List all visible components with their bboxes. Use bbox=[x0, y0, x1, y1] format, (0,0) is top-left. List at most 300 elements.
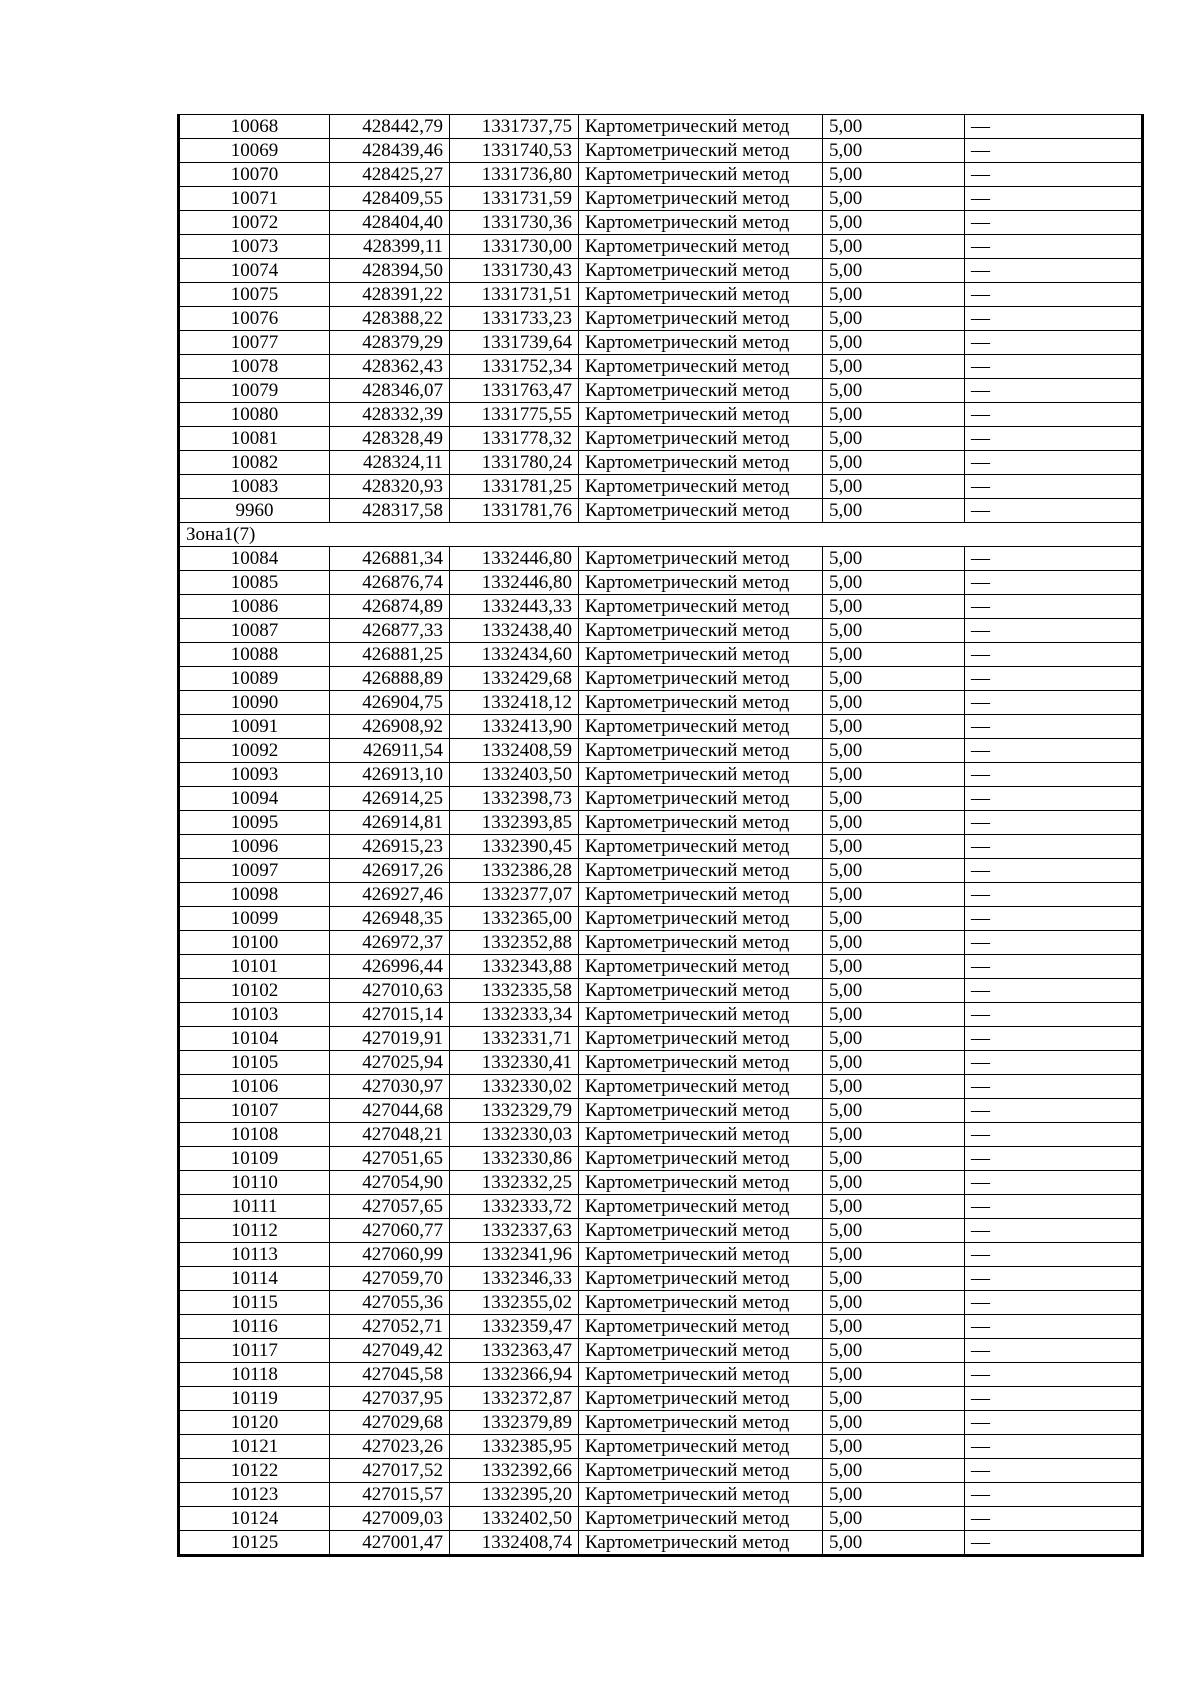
x-coordinate-cell: 426874,89 bbox=[330, 595, 450, 619]
note-dash-cell: — bbox=[965, 1267, 1143, 1291]
accuracy-cell: 5,00 bbox=[823, 1507, 965, 1531]
x-coordinate-cell: 427025,94 bbox=[330, 1051, 450, 1075]
accuracy-cell: 5,00 bbox=[823, 619, 965, 643]
table-row bbox=[179, 1411, 1143, 1435]
y-coordinate-cell: 1332395,20 bbox=[450, 1483, 579, 1507]
accuracy-cell: 5,00 bbox=[823, 1387, 965, 1411]
table-row bbox=[179, 115, 1143, 139]
x-coordinate-cell: 428425,27 bbox=[330, 163, 450, 187]
method-cell: Картометрический метод bbox=[579, 715, 823, 739]
point-number-cell: 10123 bbox=[179, 1483, 330, 1507]
y-coordinate-cell: 1332335,58 bbox=[450, 979, 579, 1003]
table-row bbox=[179, 1291, 1143, 1315]
accuracy-cell: 5,00 bbox=[823, 931, 965, 955]
y-coordinate-cell: 1332332,25 bbox=[450, 1171, 579, 1195]
x-coordinate-cell: 426915,23 bbox=[330, 835, 450, 859]
method-cell: Картометрический метод bbox=[579, 1411, 823, 1435]
point-number-cell: 10119 bbox=[179, 1387, 330, 1411]
point-number-cell: 10095 bbox=[179, 811, 330, 835]
accuracy-cell: 5,00 bbox=[823, 643, 965, 667]
note-dash-cell: — bbox=[965, 1075, 1143, 1099]
accuracy-cell: 5,00 bbox=[823, 115, 965, 139]
x-coordinate-cell: 426908,92 bbox=[330, 715, 450, 739]
y-coordinate-cell: 1332408,59 bbox=[450, 739, 579, 763]
note-dash-cell: — bbox=[965, 1483, 1143, 1507]
method-cell: Картометрический метод bbox=[579, 571, 823, 595]
x-coordinate-cell: 426914,25 bbox=[330, 787, 450, 811]
point-number-cell: 10122 bbox=[179, 1459, 330, 1483]
method-cell: Картометрический метод bbox=[579, 259, 823, 283]
note-dash-cell: — bbox=[965, 643, 1143, 667]
point-number-cell: 10118 bbox=[179, 1363, 330, 1387]
point-number-cell: 10081 bbox=[179, 427, 330, 451]
method-cell: Картометрический метод bbox=[579, 547, 823, 571]
table-row bbox=[179, 1243, 1143, 1267]
y-coordinate-cell: 1331731,59 bbox=[450, 187, 579, 211]
accuracy-cell: 5,00 bbox=[823, 595, 965, 619]
point-number-cell: 10091 bbox=[179, 715, 330, 739]
y-coordinate-cell: 1331737,75 bbox=[450, 115, 579, 139]
point-number-cell: 10087 bbox=[179, 619, 330, 643]
point-number-cell: 10114 bbox=[179, 1267, 330, 1291]
method-cell: Картометрический метод bbox=[579, 211, 823, 235]
note-dash-cell: — bbox=[965, 619, 1143, 643]
point-number-cell: 10106 bbox=[179, 1075, 330, 1099]
table-row bbox=[179, 1147, 1143, 1171]
note-dash-cell: — bbox=[965, 571, 1143, 595]
method-cell: Картометрический метод bbox=[579, 451, 823, 475]
accuracy-cell: 5,00 bbox=[823, 1531, 965, 1556]
accuracy-cell: 5,00 bbox=[823, 1243, 965, 1267]
accuracy-cell: 5,00 bbox=[823, 1051, 965, 1075]
table-row bbox=[179, 595, 1143, 619]
zone-header-row bbox=[179, 523, 1143, 547]
x-coordinate-cell: 428379,29 bbox=[330, 331, 450, 355]
accuracy-cell: 5,00 bbox=[823, 235, 965, 259]
accuracy-cell: 5,00 bbox=[823, 163, 965, 187]
accuracy-cell: 5,00 bbox=[823, 859, 965, 883]
table-row bbox=[179, 1315, 1143, 1339]
accuracy-cell: 5,00 bbox=[823, 787, 965, 811]
y-coordinate-cell: 1332392,66 bbox=[450, 1459, 579, 1483]
accuracy-cell: 5,00 bbox=[823, 883, 965, 907]
table-row bbox=[179, 571, 1143, 595]
x-coordinate-cell: 427019,91 bbox=[330, 1027, 450, 1051]
point-number-cell: 10125 bbox=[179, 1531, 330, 1556]
accuracy-cell: 5,00 bbox=[823, 1171, 965, 1195]
y-coordinate-cell: 1332352,88 bbox=[450, 931, 579, 955]
x-coordinate-cell: 426927,46 bbox=[330, 883, 450, 907]
y-coordinate-cell: 1331733,23 bbox=[450, 307, 579, 331]
point-number-cell: 10107 bbox=[179, 1099, 330, 1123]
table-row bbox=[179, 619, 1143, 643]
x-coordinate-cell: 426876,74 bbox=[330, 571, 450, 595]
point-number-cell: 10099 bbox=[179, 907, 330, 931]
point-number-cell: 10101 bbox=[179, 955, 330, 979]
y-coordinate-cell: 1332372,87 bbox=[450, 1387, 579, 1411]
method-cell: Картометрический метод bbox=[579, 1123, 823, 1147]
method-cell: Картометрический метод bbox=[579, 331, 823, 355]
y-coordinate-cell: 1331740,53 bbox=[450, 139, 579, 163]
y-coordinate-cell: 1332413,90 bbox=[450, 715, 579, 739]
x-coordinate-cell: 427015,57 bbox=[330, 1483, 450, 1507]
point-number-cell: 10110 bbox=[179, 1171, 330, 1195]
table-row bbox=[179, 667, 1143, 691]
method-cell: Картометрический метод bbox=[579, 355, 823, 379]
point-number-cell: 9960 bbox=[179, 499, 330, 523]
note-dash-cell: — bbox=[965, 883, 1143, 907]
note-dash-cell: — bbox=[965, 1051, 1143, 1075]
point-number-cell: 10080 bbox=[179, 403, 330, 427]
y-coordinate-cell: 1332341,96 bbox=[450, 1243, 579, 1267]
x-coordinate-cell: 427059,70 bbox=[330, 1267, 450, 1291]
note-dash-cell: — bbox=[965, 1531, 1143, 1556]
note-dash-cell: — bbox=[965, 595, 1143, 619]
method-cell: Картометрический метод bbox=[579, 427, 823, 451]
note-dash-cell: — bbox=[965, 1411, 1143, 1435]
point-number-cell: 10121 bbox=[179, 1435, 330, 1459]
y-coordinate-cell: 1332379,89 bbox=[450, 1411, 579, 1435]
note-dash-cell: — bbox=[965, 787, 1143, 811]
x-coordinate-cell: 428346,07 bbox=[330, 379, 450, 403]
point-number-cell: 10124 bbox=[179, 1507, 330, 1531]
accuracy-cell: 5,00 bbox=[823, 307, 965, 331]
note-dash-cell: — bbox=[965, 379, 1143, 403]
table-row bbox=[179, 1483, 1143, 1507]
note-dash-cell: — bbox=[965, 1171, 1143, 1195]
table-row bbox=[179, 1003, 1143, 1027]
table-row bbox=[179, 811, 1143, 835]
y-coordinate-cell: 1332365,00 bbox=[450, 907, 579, 931]
method-cell: Картометрический метод bbox=[579, 1363, 823, 1387]
accuracy-cell: 5,00 bbox=[823, 1363, 965, 1387]
table-row bbox=[179, 1027, 1143, 1051]
method-cell: Картометрический метод bbox=[579, 883, 823, 907]
y-coordinate-cell: 1332366,94 bbox=[450, 1363, 579, 1387]
note-dash-cell: — bbox=[965, 739, 1143, 763]
accuracy-cell: 5,00 bbox=[823, 355, 965, 379]
table-row bbox=[179, 1051, 1143, 1075]
note-dash-cell: — bbox=[965, 1195, 1143, 1219]
y-coordinate-cell: 1332337,63 bbox=[450, 1219, 579, 1243]
table-row bbox=[179, 1459, 1143, 1483]
note-dash-cell: — bbox=[965, 1363, 1143, 1387]
table-row bbox=[179, 1339, 1143, 1363]
note-dash-cell: — bbox=[965, 307, 1143, 331]
table-row bbox=[179, 139, 1143, 163]
method-cell: Картометрический метод bbox=[579, 811, 823, 835]
method-cell: Картометрический метод bbox=[579, 307, 823, 331]
point-number-cell: 10085 bbox=[179, 571, 330, 595]
method-cell: Картометрический метод bbox=[579, 691, 823, 715]
note-dash-cell: — bbox=[965, 547, 1143, 571]
table-row bbox=[179, 931, 1143, 955]
x-coordinate-cell: 426948,35 bbox=[330, 907, 450, 931]
point-number-cell: 10072 bbox=[179, 211, 330, 235]
note-dash-cell: — bbox=[965, 715, 1143, 739]
method-cell: Картометрический метод bbox=[579, 643, 823, 667]
method-cell: Картометрический метод bbox=[579, 1147, 823, 1171]
x-coordinate-cell: 426914,81 bbox=[330, 811, 450, 835]
x-coordinate-cell: 427010,63 bbox=[330, 979, 450, 1003]
table-row bbox=[179, 1195, 1143, 1219]
x-coordinate-cell: 428332,39 bbox=[330, 403, 450, 427]
table-row bbox=[179, 1219, 1143, 1243]
method-cell: Картометрический метод bbox=[579, 187, 823, 211]
x-coordinate-cell: 426913,10 bbox=[330, 763, 450, 787]
x-coordinate-cell: 427030,97 bbox=[330, 1075, 450, 1099]
accuracy-cell: 5,00 bbox=[823, 1195, 965, 1219]
point-number-cell: 10068 bbox=[179, 115, 330, 139]
table-row bbox=[179, 307, 1143, 331]
point-number-cell: 10084 bbox=[179, 547, 330, 571]
note-dash-cell: — bbox=[965, 235, 1143, 259]
table-row bbox=[179, 835, 1143, 859]
table-row bbox=[179, 907, 1143, 931]
point-number-cell: 10071 bbox=[179, 187, 330, 211]
note-dash-cell: — bbox=[965, 499, 1143, 523]
x-coordinate-cell: 427017,52 bbox=[330, 1459, 450, 1483]
x-coordinate-cell: 426972,37 bbox=[330, 931, 450, 955]
accuracy-cell: 5,00 bbox=[823, 259, 965, 283]
table-row bbox=[179, 1363, 1143, 1387]
y-coordinate-cell: 1331781,25 bbox=[450, 475, 579, 499]
point-number-cell: 10100 bbox=[179, 931, 330, 955]
note-dash-cell: — bbox=[965, 1027, 1143, 1051]
coordinates-table-body bbox=[179, 115, 1143, 1556]
table-row bbox=[179, 1435, 1143, 1459]
note-dash-cell: — bbox=[965, 1243, 1143, 1267]
x-coordinate-cell: 428404,40 bbox=[330, 211, 450, 235]
accuracy-cell: 5,00 bbox=[823, 739, 965, 763]
point-number-cell: 10096 bbox=[179, 835, 330, 859]
y-coordinate-cell: 1332363,47 bbox=[450, 1339, 579, 1363]
note-dash-cell: — bbox=[965, 931, 1143, 955]
table-row bbox=[179, 643, 1143, 667]
point-number-cell: 10120 bbox=[179, 1411, 330, 1435]
point-number-cell: 10090 bbox=[179, 691, 330, 715]
x-coordinate-cell: 428442,79 bbox=[330, 115, 450, 139]
accuracy-cell: 5,00 bbox=[823, 187, 965, 211]
point-number-cell: 10103 bbox=[179, 1003, 330, 1027]
point-number-cell: 10075 bbox=[179, 283, 330, 307]
table-row bbox=[179, 259, 1143, 283]
y-coordinate-cell: 1331781,76 bbox=[450, 499, 579, 523]
accuracy-cell: 5,00 bbox=[823, 955, 965, 979]
method-cell: Картометрический метод bbox=[579, 139, 823, 163]
table-row bbox=[179, 331, 1143, 355]
point-number-cell: 10089 bbox=[179, 667, 330, 691]
accuracy-cell: 5,00 bbox=[823, 1483, 965, 1507]
note-dash-cell: — bbox=[965, 835, 1143, 859]
method-cell: Картометрический метод bbox=[579, 1099, 823, 1123]
y-coordinate-cell: 1331763,47 bbox=[450, 379, 579, 403]
table-row bbox=[179, 787, 1143, 811]
method-cell: Картометрический метод bbox=[579, 1291, 823, 1315]
note-dash-cell: — bbox=[965, 1099, 1143, 1123]
point-number-cell: 10097 bbox=[179, 859, 330, 883]
note-dash-cell: — bbox=[965, 427, 1143, 451]
y-coordinate-cell: 1332398,73 bbox=[450, 787, 579, 811]
note-dash-cell: — bbox=[965, 1315, 1143, 1339]
point-number-cell: 10079 bbox=[179, 379, 330, 403]
y-coordinate-cell: 1332434,60 bbox=[450, 643, 579, 667]
point-number-cell: 10109 bbox=[179, 1147, 330, 1171]
accuracy-cell: 5,00 bbox=[823, 283, 965, 307]
method-cell: Картометрический метод bbox=[579, 1003, 823, 1027]
method-cell: Картометрический метод bbox=[579, 619, 823, 643]
point-number-cell: 10092 bbox=[179, 739, 330, 763]
zone-label: Зона1(7) bbox=[179, 523, 1143, 547]
table-row bbox=[179, 163, 1143, 187]
method-cell: Картометрический метод bbox=[579, 1243, 823, 1267]
x-coordinate-cell: 427052,71 bbox=[330, 1315, 450, 1339]
table-row bbox=[179, 187, 1143, 211]
table-row bbox=[179, 1531, 1143, 1556]
y-coordinate-cell: 1331778,32 bbox=[450, 427, 579, 451]
table-row bbox=[179, 211, 1143, 235]
method-cell: Картометрический метод bbox=[579, 1387, 823, 1411]
y-coordinate-cell: 1332418,12 bbox=[450, 691, 579, 715]
table-row bbox=[179, 883, 1143, 907]
accuracy-cell: 5,00 bbox=[823, 1267, 965, 1291]
method-cell: Картометрический метод bbox=[579, 475, 823, 499]
x-coordinate-cell: 428362,43 bbox=[330, 355, 450, 379]
note-dash-cell: — bbox=[965, 331, 1143, 355]
accuracy-cell: 5,00 bbox=[823, 1075, 965, 1099]
table-row bbox=[179, 355, 1143, 379]
table-row bbox=[179, 451, 1143, 475]
point-number-cell: 10074 bbox=[179, 259, 330, 283]
y-coordinate-cell: 1332403,50 bbox=[450, 763, 579, 787]
point-number-cell: 10093 bbox=[179, 763, 330, 787]
table-row bbox=[179, 1507, 1143, 1531]
point-number-cell: 10104 bbox=[179, 1027, 330, 1051]
y-coordinate-cell: 1332333,34 bbox=[450, 1003, 579, 1027]
y-coordinate-cell: 1332331,71 bbox=[450, 1027, 579, 1051]
note-dash-cell: — bbox=[965, 691, 1143, 715]
note-dash-cell: — bbox=[965, 355, 1143, 379]
accuracy-cell: 5,00 bbox=[823, 691, 965, 715]
method-cell: Картометрический метод bbox=[579, 283, 823, 307]
y-coordinate-cell: 1331730,43 bbox=[450, 259, 579, 283]
x-coordinate-cell: 427057,65 bbox=[330, 1195, 450, 1219]
note-dash-cell: — bbox=[965, 1459, 1143, 1483]
accuracy-cell: 5,00 bbox=[823, 475, 965, 499]
method-cell: Картометрический метод bbox=[579, 379, 823, 403]
y-coordinate-cell: 1332377,07 bbox=[450, 883, 579, 907]
table-row bbox=[179, 859, 1143, 883]
x-coordinate-cell: 426911,54 bbox=[330, 739, 450, 763]
note-dash-cell: — bbox=[965, 475, 1143, 499]
note-dash-cell: — bbox=[965, 811, 1143, 835]
point-number-cell: 10098 bbox=[179, 883, 330, 907]
table-row bbox=[179, 1123, 1143, 1147]
table-row bbox=[179, 1171, 1143, 1195]
method-cell: Картометрический метод bbox=[579, 979, 823, 1003]
table-row bbox=[179, 1267, 1143, 1291]
table-row bbox=[179, 547, 1143, 571]
accuracy-cell: 5,00 bbox=[823, 835, 965, 859]
accuracy-cell: 5,00 bbox=[823, 1291, 965, 1315]
point-number-cell: 10069 bbox=[179, 139, 330, 163]
method-cell: Картометрический метод bbox=[579, 1171, 823, 1195]
method-cell: Картометрический метод bbox=[579, 1483, 823, 1507]
accuracy-cell: 5,00 bbox=[823, 1315, 965, 1339]
x-coordinate-cell: 427045,58 bbox=[330, 1363, 450, 1387]
x-coordinate-cell: 427048,21 bbox=[330, 1123, 450, 1147]
x-coordinate-cell: 427044,68 bbox=[330, 1099, 450, 1123]
method-cell: Картометрический метод bbox=[579, 859, 823, 883]
table-row bbox=[179, 475, 1143, 499]
table-row bbox=[179, 763, 1143, 787]
x-coordinate-cell: 427055,36 bbox=[330, 1291, 450, 1315]
y-coordinate-cell: 1332346,33 bbox=[450, 1267, 579, 1291]
note-dash-cell: — bbox=[965, 1291, 1143, 1315]
table-row bbox=[179, 403, 1143, 427]
accuracy-cell: 5,00 bbox=[823, 1339, 965, 1363]
x-coordinate-cell: 426996,44 bbox=[330, 955, 450, 979]
accuracy-cell: 5,00 bbox=[823, 379, 965, 403]
y-coordinate-cell: 1332385,95 bbox=[450, 1435, 579, 1459]
accuracy-cell: 5,00 bbox=[823, 139, 965, 163]
x-coordinate-cell: 428439,46 bbox=[330, 139, 450, 163]
table-row bbox=[179, 955, 1143, 979]
y-coordinate-cell: 1332446,80 bbox=[450, 547, 579, 571]
y-coordinate-cell: 1331780,24 bbox=[450, 451, 579, 475]
point-number-cell: 10117 bbox=[179, 1339, 330, 1363]
accuracy-cell: 5,00 bbox=[823, 403, 965, 427]
table-row bbox=[179, 739, 1143, 763]
note-dash-cell: — bbox=[965, 859, 1143, 883]
x-coordinate-cell: 427009,03 bbox=[330, 1507, 450, 1531]
y-coordinate-cell: 1332446,80 bbox=[450, 571, 579, 595]
x-coordinate-cell: 427060,99 bbox=[330, 1243, 450, 1267]
x-coordinate-cell: 428317,58 bbox=[330, 499, 450, 523]
accuracy-cell: 5,00 bbox=[823, 427, 965, 451]
method-cell: Картометрический метод bbox=[579, 1051, 823, 1075]
point-number-cell: 10082 bbox=[179, 451, 330, 475]
y-coordinate-cell: 1331775,55 bbox=[450, 403, 579, 427]
note-dash-cell: — bbox=[965, 163, 1143, 187]
accuracy-cell: 5,00 bbox=[823, 331, 965, 355]
point-number-cell: 10105 bbox=[179, 1051, 330, 1075]
y-coordinate-cell: 1332343,88 bbox=[450, 955, 579, 979]
note-dash-cell: — bbox=[965, 1339, 1143, 1363]
y-coordinate-cell: 1332355,02 bbox=[450, 1291, 579, 1315]
y-coordinate-cell: 1331739,64 bbox=[450, 331, 579, 355]
y-coordinate-cell: 1332330,02 bbox=[450, 1075, 579, 1099]
x-coordinate-cell: 427054,90 bbox=[330, 1171, 450, 1195]
table-row bbox=[179, 379, 1143, 403]
table-row bbox=[179, 499, 1143, 523]
y-coordinate-cell: 1332438,40 bbox=[450, 619, 579, 643]
x-coordinate-cell: 427023,26 bbox=[330, 1435, 450, 1459]
accuracy-cell: 5,00 bbox=[823, 571, 965, 595]
x-coordinate-cell: 428399,11 bbox=[330, 235, 450, 259]
y-coordinate-cell: 1332386,28 bbox=[450, 859, 579, 883]
x-coordinate-cell: 426881,25 bbox=[330, 643, 450, 667]
method-cell: Картометрический метод bbox=[579, 403, 823, 427]
y-coordinate-cell: 1332429,68 bbox=[450, 667, 579, 691]
note-dash-cell: — bbox=[965, 979, 1143, 1003]
note-dash-cell: — bbox=[965, 403, 1143, 427]
y-coordinate-cell: 1332408,74 bbox=[450, 1531, 579, 1556]
x-coordinate-cell: 427060,77 bbox=[330, 1219, 450, 1243]
accuracy-cell: 5,00 bbox=[823, 1003, 965, 1027]
point-number-cell: 10086 bbox=[179, 595, 330, 619]
note-dash-cell: — bbox=[965, 1219, 1143, 1243]
